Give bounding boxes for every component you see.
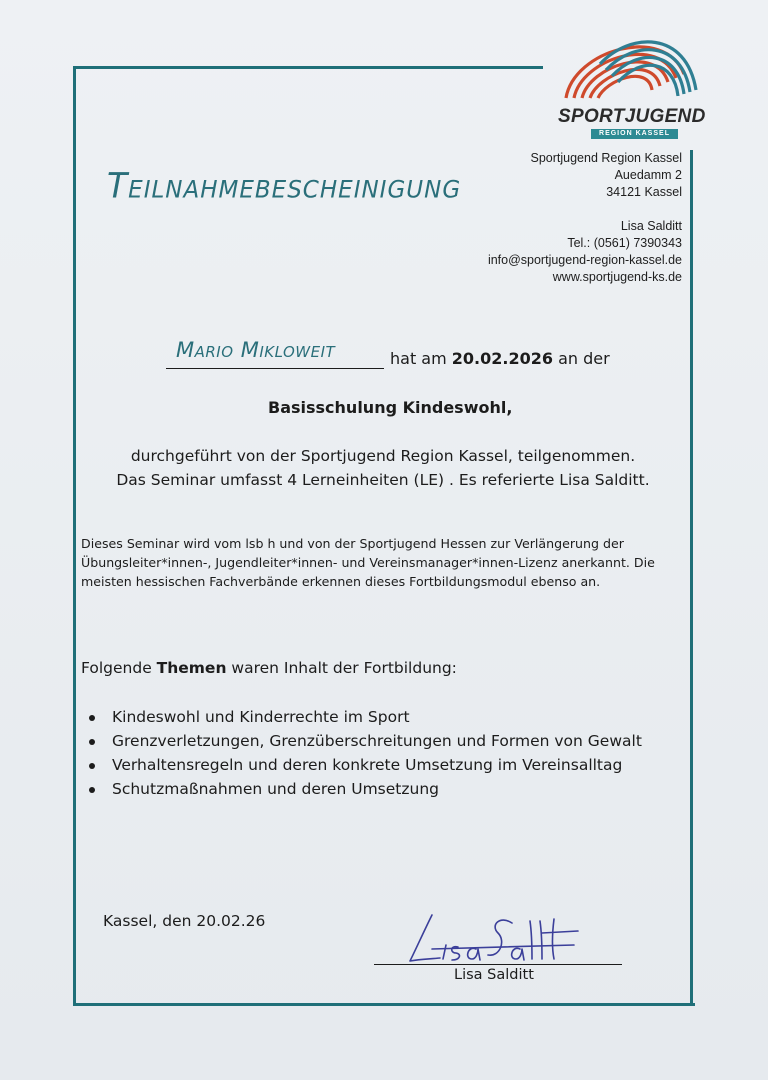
topics-list <box>88 705 642 801</box>
topic-item <box>88 705 642 729</box>
org-street: Auedamm 2 <box>614 168 682 182</box>
place-and-date: Kassel, den 20.02.26 <box>103 912 266 930</box>
bullet-icon <box>89 787 95 793</box>
frame-border-left <box>73 66 76 1006</box>
topic-text: Grenzverletzungen, Grenzüberschreitungen und Formen von Gewalt <box>112 732 642 750</box>
attendance-prefix: hat am <box>390 349 452 368</box>
logo-wordmark: SPORTJUGEND <box>558 106 706 127</box>
bullet-icon <box>89 763 95 769</box>
course-title: Basisschulung Kindeswohl, <box>268 398 513 417</box>
sportjugend-logo <box>554 30 704 142</box>
topic-text: Verhaltensregeln und deren konkrete Umsetzung im Vereinsalltag <box>112 756 623 774</box>
attendance-suffix: an der <box>553 349 610 368</box>
topic-text: Schutzmaßnahmen und deren Umsetzung <box>112 780 439 798</box>
org-email: info@sportjugend-region-kassel.de <box>487 253 682 267</box>
seminar-scope-line: Das Seminar umfasst 4 Lerneinheiten (LE) . Es referierte Lisa Salditt. <box>116 471 650 489</box>
org-city: 34121 Kassel <box>606 185 682 199</box>
document-title: Teilnahmebescheinigung <box>107 165 462 206</box>
signature-line <box>374 964 622 965</box>
org-name: Sportjugend Region Kassel <box>530 151 682 165</box>
logo-arcs-icon <box>560 30 700 102</box>
name-underline <box>166 368 384 369</box>
attendance-date: 20.02.2026 <box>451 349 553 368</box>
topic-item <box>88 777 642 801</box>
themes-heading-bold: Themen <box>156 659 227 677</box>
topic-item <box>88 729 642 753</box>
recognition-paragraph: Dieses Seminar wird vom lsb h und von der Sportjugend Hessen zur Verlängerung der Übungsleiter*innen-, Jugendleiter*innen- und Vereinsmanager*innen-Lizenz anerkannt. Die meisten hessischen Fachverbände erkennen dieses Fortbildungsmodul ebenso an. <box>81 536 655 589</box>
topic-item <box>88 753 642 777</box>
topic-text: Kindeswohl und Kinderrechte im Sport <box>112 708 410 726</box>
org-contact: Lisa Salditt <box>620 219 682 233</box>
bullet-icon <box>89 739 95 745</box>
frame-border-top <box>73 66 543 69</box>
organization-address <box>488 150 682 286</box>
themes-heading-pre: Folgende <box>81 659 157 677</box>
frame-border-bottom <box>73 1003 695 1006</box>
signer-name: Lisa Salditt <box>454 967 534 983</box>
conducted-by-line: durchgeführt von der Sportjugend Region Kassel, teilgenommen. <box>130 447 636 465</box>
participant-name: Mario Mikloweit <box>176 338 336 362</box>
logo-subtitle: REGION KASSEL <box>591 129 678 139</box>
themes-heading <box>81 659 457 677</box>
org-phone: Tel.: (0561) 7390343 <box>567 236 682 250</box>
org-web: www.sportjugend-ks.de <box>552 270 682 284</box>
attendance-statement <box>390 349 610 368</box>
frame-border-right <box>690 150 693 1006</box>
themes-heading-post: waren Inhalt der Fortbildung: <box>226 659 457 677</box>
handwritten-signature <box>402 909 582 969</box>
bullet-icon <box>89 715 95 721</box>
